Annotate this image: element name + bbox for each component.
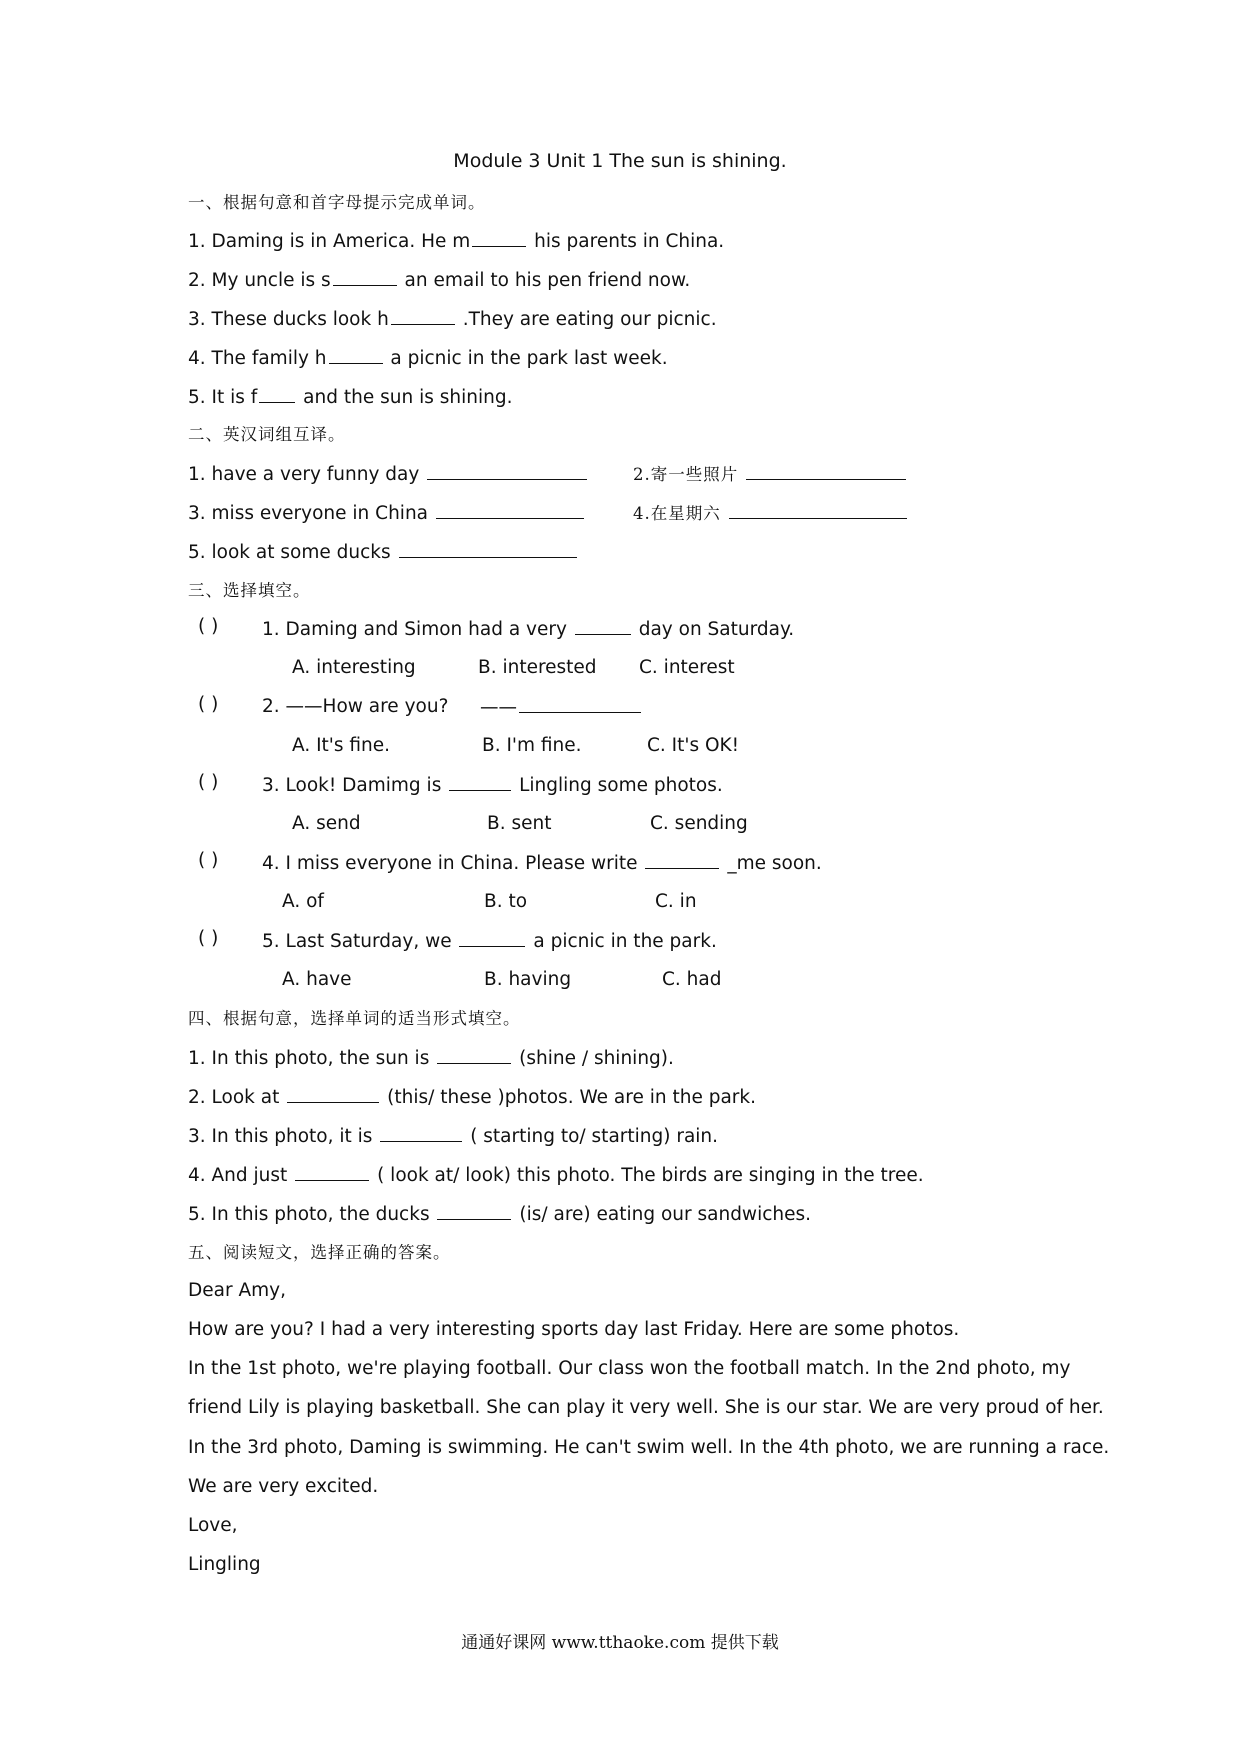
section-heading-4: 四、根据句意，选择单词的适当形式填空。 xyxy=(188,1009,521,1028)
answer-blank[interactable] xyxy=(329,345,383,364)
choice-option-c[interactable]: C. sending xyxy=(650,813,748,834)
choice-option-a[interactable]: A. have xyxy=(282,969,352,990)
choice-option-a[interactable]: A. interesting xyxy=(292,657,416,678)
fill-item-3: 3. These ducks look h .They are eating our picnic. xyxy=(188,306,717,333)
answer-bracket[interactable]: ( ) xyxy=(198,694,219,715)
choice-option-a[interactable]: A. It's fine. xyxy=(292,735,391,756)
answer-blank[interactable] xyxy=(399,539,577,558)
answer-blank[interactable] xyxy=(472,228,526,247)
letter-line: How are you? I had a very interesting sports day last Friday. Here are some photos. xyxy=(188,1319,960,1340)
choice-option-a[interactable]: A. of xyxy=(282,891,324,912)
translate-item-5: 5. look at some ducks xyxy=(188,539,579,566)
section-heading-1: 一、根据句意和首字母提示完成单词。 xyxy=(188,193,486,212)
answer-blank[interactable] xyxy=(437,1201,511,1220)
answer-bracket[interactable]: ( ) xyxy=(198,616,219,637)
choice-option-c[interactable]: C. in xyxy=(655,891,697,912)
choice-option-b[interactable]: B. I'm fine. xyxy=(482,735,582,756)
answer-blank[interactable] xyxy=(295,1162,369,1181)
answer-blank[interactable] xyxy=(437,1045,511,1064)
answer-blank[interactable] xyxy=(449,772,511,791)
letter-line: In the 1st photo, we're playing football. Our class won the football match. In the 2nd photo, my xyxy=(188,1358,1071,1379)
choice-option-c[interactable]: C. had xyxy=(662,969,722,990)
choice-option-b[interactable]: B. sent xyxy=(487,813,552,834)
answer-blank[interactable] xyxy=(287,1084,379,1103)
choice-question-5: 5. Last Saturday, we a picnic in the park. xyxy=(262,928,717,955)
answer-bracket[interactable]: ( ) xyxy=(198,850,219,871)
section-heading-2: 二、英汉词组互译。 xyxy=(188,425,346,444)
section-heading-3: 三、选择填空。 xyxy=(188,581,311,600)
page-footer: 通通好课网 www.tthaoke.com 提供下载 xyxy=(461,1633,779,1653)
word-form-item-5: 5. In this photo, the ducks (is/ are) eating our sandwiches. xyxy=(188,1201,811,1228)
choice-option-b[interactable]: B. to xyxy=(484,891,528,912)
choice-option-a[interactable]: A. send xyxy=(292,813,361,834)
translate-item-2: 2.寄一些照片 xyxy=(633,461,908,488)
answer-bracket[interactable]: ( ) xyxy=(198,928,219,949)
choice-answer-line: —— xyxy=(480,694,643,721)
page-title: Module 3 Unit 1 The sun is shining. xyxy=(453,150,787,172)
word-form-item-2: 2. Look at (this/ these )photos. We are in the park. xyxy=(188,1084,756,1111)
answer-blank[interactable] xyxy=(519,694,641,713)
choice-question-4: 4. I miss everyone in China. Please write _me soon. xyxy=(262,850,822,877)
answer-blank[interactable] xyxy=(729,500,907,519)
answer-blank[interactable] xyxy=(645,850,719,869)
choice-question-1: 1. Daming and Simon had a very day on Saturday. xyxy=(262,616,794,643)
answer-blank[interactable] xyxy=(380,1123,462,1142)
answer-blank[interactable] xyxy=(436,500,584,519)
letter-line: We are very excited. xyxy=(188,1476,379,1497)
letter-line: friend Lily is playing basketball. She can play it very well. She is our star. We are very proud of her. xyxy=(188,1397,1104,1418)
answer-blank[interactable] xyxy=(259,384,295,403)
choice-option-c[interactable]: C. interest xyxy=(639,657,735,678)
fill-item-1: 1. Daming is in America. He m his parents in China. xyxy=(188,228,724,255)
choice-option-b[interactable]: B. having xyxy=(484,969,572,990)
fill-item-2: 2. My uncle is s an email to his pen friend now. xyxy=(188,267,690,294)
letter-line: In the 3rd photo, Daming is swimming. He can't swim well. In the 4th photo, we are running a race. xyxy=(188,1437,1110,1458)
word-form-item-3: 3. In this photo, it is ( starting to/ starting) rain. xyxy=(188,1123,718,1150)
word-form-item-1: 1. In this photo, the sun is (shine / shining). xyxy=(188,1045,674,1072)
letter-line: Dear Amy, xyxy=(188,1280,286,1301)
choice-question-3: 3. Look! Damimg is Lingling some photos. xyxy=(262,772,723,799)
answer-blank[interactable] xyxy=(575,616,631,635)
answer-blank[interactable] xyxy=(746,461,906,480)
translate-item-4: 4.在星期六 xyxy=(633,500,909,527)
choice-option-b[interactable]: B. interested xyxy=(478,657,597,678)
answer-blank[interactable] xyxy=(459,928,525,947)
word-form-item-4: 4. And just ( look at/ look) this photo. The birds are singing in the tree. xyxy=(188,1162,924,1189)
answer-blank[interactable] xyxy=(427,461,587,480)
fill-item-5: 5. It is f and the sun is shining. xyxy=(188,384,512,411)
letter-line: Lingling xyxy=(188,1554,261,1575)
fill-item-4: 4. The family h a picnic in the park last week. xyxy=(188,345,668,372)
section-heading-5: 五、阅读短文，选择正确的答案。 xyxy=(188,1243,451,1262)
choice-option-c[interactable]: C. It's OK! xyxy=(647,735,740,756)
choice-question-2: 2. ——How are you? xyxy=(262,696,449,717)
answer-blank[interactable] xyxy=(333,267,397,286)
answer-blank[interactable] xyxy=(391,306,455,325)
answer-bracket[interactable]: ( ) xyxy=(198,772,219,793)
letter-line: Love, xyxy=(188,1515,238,1536)
translate-item-1: 1. have a very funny day xyxy=(188,461,589,488)
translate-item-3: 3. miss everyone in China xyxy=(188,500,586,527)
